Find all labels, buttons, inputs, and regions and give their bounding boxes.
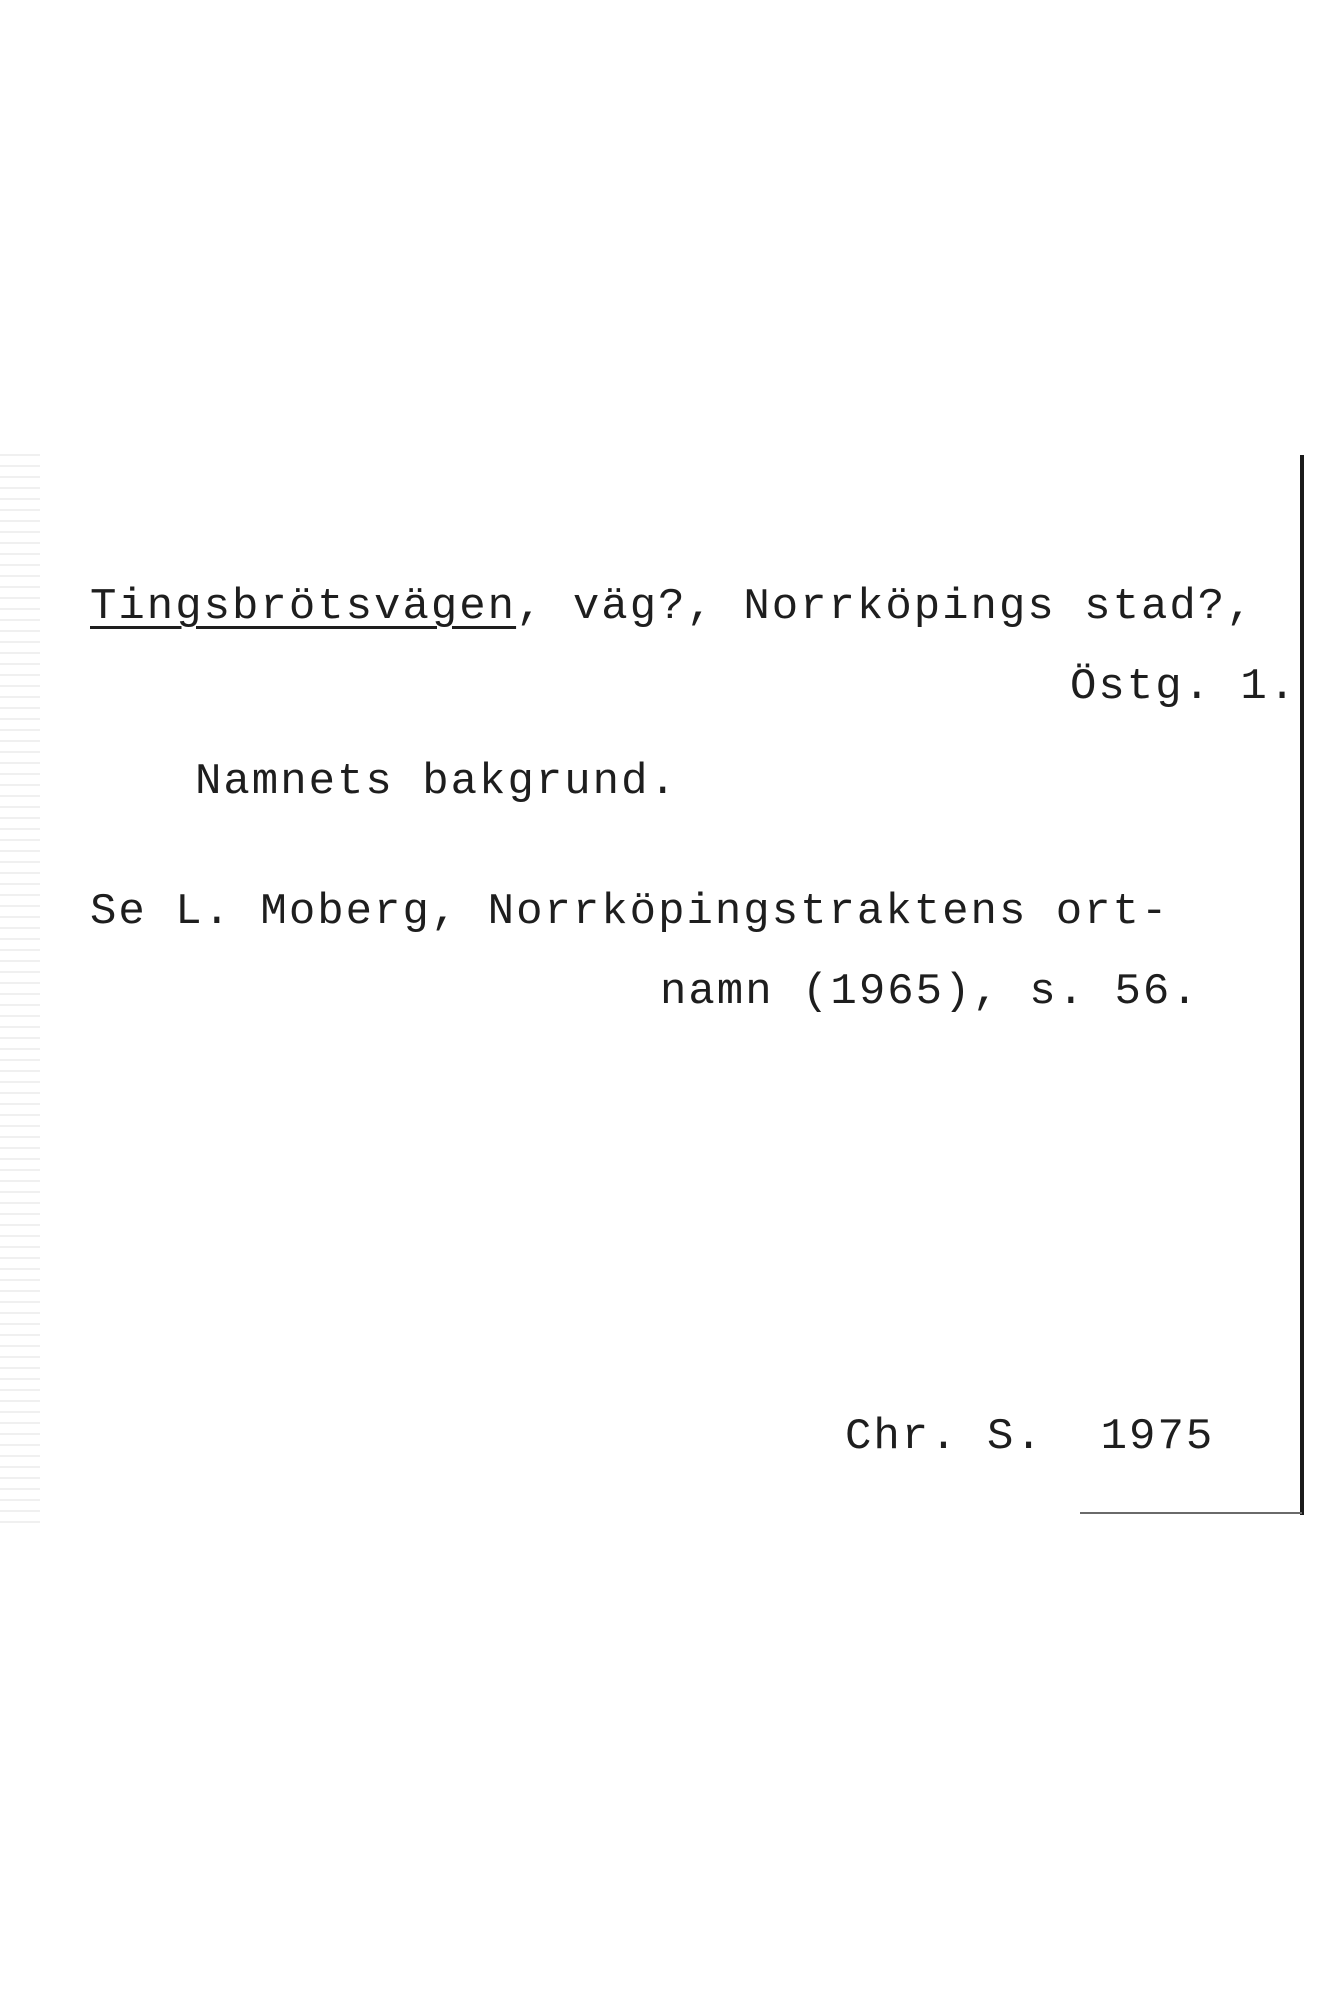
subject-line: Namnets bakgrund. <box>195 757 678 807</box>
heading-rest: , väg?, Norrköpings stad?, <box>516 582 1255 632</box>
signature: Chr. S. <box>845 1412 1044 1462</box>
scan-edge-left <box>0 445 40 1525</box>
reference-line-1: Se L. Moberg, Norrköpingstraktens ort- <box>90 887 1170 937</box>
reference-line-2: namn (1965), s. 56. <box>660 967 1200 1017</box>
signature-line <box>845 1412 1215 1462</box>
headword: Tingsbrötsvägen <box>90 582 517 632</box>
heading-line <box>90 582 1255 632</box>
year: 1975 <box>1100 1412 1215 1462</box>
region-label: Östg. 1. <box>1070 662 1298 712</box>
card-edge-bottom <box>1080 1512 1302 1514</box>
card-edge-right <box>1300 455 1304 1515</box>
